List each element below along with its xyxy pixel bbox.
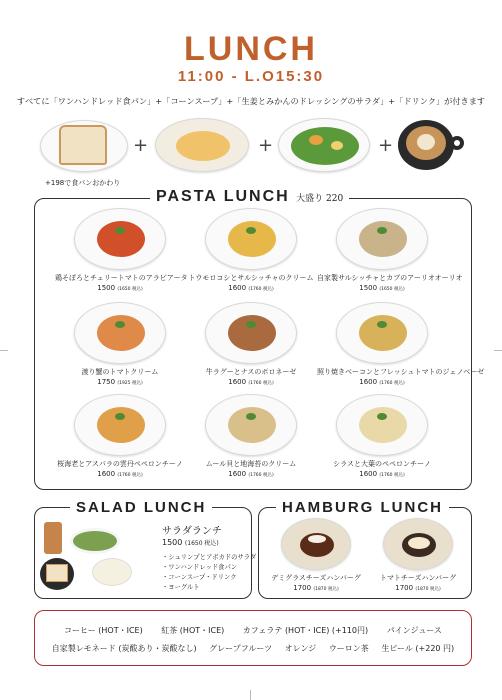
pasta-garnish (115, 321, 125, 328)
salad-item: ・ワンハンドレッド食パン (162, 564, 238, 571)
drink-item: カフェラテ (HOT・ICE) (+110円) (242, 626, 369, 635)
drink-item: コーヒー (HOT・ICE) (64, 626, 143, 635)
pasta-garnish (246, 413, 256, 420)
pasta-garnish (115, 227, 125, 234)
pasta-large-portion: 大盛り 220 (296, 194, 344, 204)
pasta-dish-price (186, 284, 316, 292)
pasta-dish (55, 302, 185, 386)
pasta-price-value: 1600 (228, 378, 247, 386)
hamburg-price-tax: (1870 税込) (415, 587, 441, 592)
hamburg-dish-price (370, 584, 466, 592)
hamburg-dish (370, 518, 466, 592)
pasta-dish (317, 208, 463, 292)
plus-sign: + (378, 135, 394, 156)
hamburg-dish (268, 518, 364, 592)
drinks-panel (34, 610, 472, 666)
pasta-garnish (377, 413, 387, 420)
drink-item: パインジュース (386, 626, 442, 635)
pasta-dish-name: 桜海老とアスパラの雲丹ペペロンチーノ (57, 460, 183, 468)
pasta-dish-price (317, 378, 447, 386)
page-title: LUNCH (184, 30, 318, 68)
pasta-dish (55, 394, 185, 478)
drink-item: グレープフルーツ (209, 644, 273, 653)
pasta-price-tax: (1760 税込) (117, 473, 143, 478)
bread-icon (40, 120, 128, 172)
pasta-dish-name: 渡り蟹のトマトクリーム (81, 368, 159, 376)
pasta-price-tax: (1760 税込) (379, 381, 405, 386)
hamburg-lunch-title: HAMBURG LUNCH (276, 499, 449, 516)
drink-item: 生ビール (+220 円) (381, 644, 455, 653)
drinks-row-1 (35, 625, 471, 636)
pasta-photo (205, 394, 297, 456)
pasta-price-value: 1500 (359, 284, 378, 292)
pasta-price-tax: (1760 税込) (379, 473, 405, 478)
demiglace-hamburg-photo (281, 518, 351, 570)
tomato-hamburg-photo (383, 518, 453, 570)
salad-price-value: 1500 (162, 538, 183, 547)
hamburg-price-value: 1700 (395, 584, 414, 592)
pasta-photo (336, 394, 428, 456)
plus-sign: + (258, 135, 274, 156)
pasta-dish-price (186, 378, 316, 386)
pasta-price-value: 1600 (359, 378, 378, 386)
pasta-price-value: 1600 (359, 470, 378, 478)
pasta-price-tax: (1760 税込) (248, 287, 274, 292)
pasta-dish-name: トウモロコシとサルシッチャのクリーム (188, 274, 314, 282)
drink-item: 紅茶 (HOT・ICE) (161, 626, 225, 635)
pasta-dish (186, 394, 316, 478)
drink-item: ウーロン茶 (328, 644, 369, 653)
soup-icon (155, 118, 249, 172)
bread-refill-note: +198で食パンおかわり (45, 179, 121, 187)
pasta-price-value: 1500 (97, 284, 116, 292)
salad-photo (40, 522, 148, 592)
pasta-dish-name: 鶏そぼろとチェリートマトのアラビアータ (55, 274, 188, 282)
pasta-dish (317, 394, 447, 478)
hamburg-dish-name: デミグラスチーズハンバーグ (271, 574, 361, 582)
salad-price (162, 538, 219, 547)
salad-icon (278, 118, 370, 172)
pasta-price-value: 1750 (97, 378, 116, 386)
pasta-price-tax: (1650 税込) (379, 287, 405, 292)
salad-name: サラダランチ (162, 526, 222, 537)
hamburg-dish-price (268, 584, 364, 592)
pasta-dish-name: シラスと大葉のペペロンチーノ (333, 460, 431, 468)
salad-item: ・ヨーグルト (162, 584, 200, 591)
pasta-dish-price (317, 284, 447, 292)
pasta-dish-name: ムール貝と地海苔のクリーム (205, 460, 297, 468)
hamburg-price-value: 1700 (293, 584, 312, 592)
pasta-dish-name: 自家製サルシッチャとカブのアーリオオーリオ (317, 274, 463, 282)
pasta-price-tax: (1925 税込) (117, 381, 143, 386)
pasta-price-tax: (1650 税込) (117, 287, 143, 292)
pasta-price-tax: (1760 税込) (248, 473, 274, 478)
pasta-garnish (377, 227, 387, 234)
coffee-icon (398, 120, 464, 172)
pasta-price-value: 1600 (228, 284, 247, 292)
pasta-price-tax: (1760 税込) (248, 381, 274, 386)
pasta-dish (317, 302, 485, 386)
pasta-photo (336, 208, 428, 270)
pasta-price-value: 1600 (97, 470, 116, 478)
pasta-photo (74, 208, 166, 270)
crop-mark (494, 350, 502, 351)
pasta-dish-price (55, 470, 185, 478)
pasta-lunch-heading: PASTA LUNCH (156, 188, 290, 205)
pasta-garnish (246, 321, 256, 328)
pasta-garnish (115, 413, 125, 420)
plus-sign: + (133, 135, 149, 156)
pasta-dish (55, 208, 188, 292)
salad-item: ・コーンスープ・ドリンク (162, 574, 237, 581)
pasta-photo (74, 302, 166, 364)
hamburg-price-tax: (1870 税込) (313, 587, 339, 592)
pasta-lunch-title (150, 188, 349, 206)
pasta-dish-price (317, 470, 447, 478)
pasta-photo (205, 302, 297, 364)
salad-items-list (162, 553, 256, 593)
crop-mark (250, 690, 251, 700)
salad-lunch-title: SALAD LUNCH (70, 499, 212, 516)
pasta-dish-name: 照り焼きベーコンとフレッシュトマトのジェノベーゼ (317, 368, 485, 376)
pasta-garnish (377, 321, 387, 328)
pasta-photo (336, 302, 428, 364)
pasta-dish (186, 208, 316, 292)
hamburg-dish-name: トマトチーズハンバーグ (379, 574, 457, 582)
pasta-garnish (246, 227, 256, 234)
pasta-dish-price (55, 284, 185, 292)
drink-item: 自家製レモネード (炭酸あり・炭酸なし) (51, 644, 197, 653)
business-hours: 11:00 - L.O15:30 (177, 68, 325, 85)
pasta-dish-name: 牛ラグーとナスのボロネーゼ (205, 368, 297, 376)
pasta-dish-price (55, 378, 185, 386)
pasta-dish (186, 302, 316, 386)
pasta-photo (74, 394, 166, 456)
pasta-photo (205, 208, 297, 270)
salad-item: ・シュリンプとアボカドのサラダ (162, 554, 257, 561)
salad-price-tax: (1650 税込) (184, 540, 219, 547)
pasta-price-value: 1600 (228, 470, 247, 478)
crop-mark (0, 350, 8, 351)
pasta-dish-price (186, 470, 316, 478)
drink-item: オレンジ (284, 644, 317, 653)
set-description: すべてに「ワンハンドレッド食パン」+「コーンスープ」+「生姜とみかんのドレッシングのサラダ」+「ドリンク」が付きます (16, 96, 486, 106)
drinks-row-2 (35, 643, 471, 654)
